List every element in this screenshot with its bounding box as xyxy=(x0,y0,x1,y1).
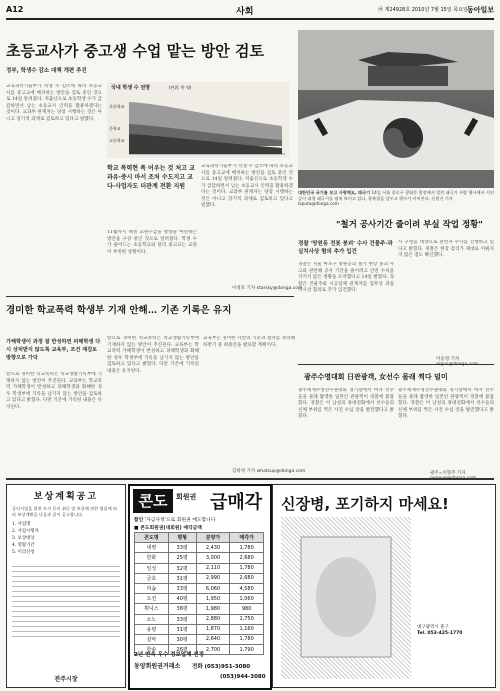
table-cell: 리솜 xyxy=(135,583,169,593)
ad-health xyxy=(272,484,496,688)
table-cell: 설악 xyxy=(135,634,169,644)
chart-label-high: 고등학교 xyxy=(109,138,125,143)
table-cell: 1,950 xyxy=(196,594,230,604)
table-cell: 한솔 xyxy=(135,645,169,655)
story1-body2: 11월까지 책정 교원수급을 방향을 마련하는 방안을 구상 중인 것으로 알려졌다. 학생 수가 줄어드는 초등학교와 달리 중고교는 교원이 부족한 상황이다. xyxy=(107,230,197,255)
story1-body: 교육과학기술부가 학생 수 감소에 따라 초등교사를 중고교에 배치하는 방안을 검토 중인 것으로 14일 알려졌다. 저출산으로 초등학생 수가 급감하면서 남는 초등교사 인력을 활용하겠다는 것이다. 교과부 관계자는 당장 시행하는 것은 아니고 장기적 과제로 검토하고 있다고 말했다. xyxy=(6,84,102,122)
table-cell: 2,880 xyxy=(196,614,230,624)
table-header-cell: 분양가 xyxy=(196,533,230,543)
table-cell: 31평 xyxy=(168,624,196,634)
table-body xyxy=(135,543,264,655)
story4-body2: 광주세계수영선수권대회 경기장에서 여자 선수들을 몰래 촬영한 일본인 관광객이 경찰에 붙잡혔다. 경찰은 이 남성의 휴대전화에서 선수들의 신체 부위를 찍은 사진 수십 장을 발견했다고 밝혔다. xyxy=(398,388,494,419)
table-cell: 금호 xyxy=(135,573,169,583)
table-row xyxy=(135,624,264,634)
chart-label-middle: 중학교 xyxy=(109,126,121,131)
story3-body2: 앞으로 경미한 학교폭력은 학교생활기록부에 기재하지 않는 방안이 추진된다. 교육부는 학교폭력 가해학생이 반성하고 피해학생과 화해한 경우 학생부에 기록을 남기지 않는 방안을 검토하고 있다고 밝혔다. 다만 기존에 기록된 내용은 유지된다. xyxy=(107,336,199,374)
ad-compensation-footer: 전주시장 xyxy=(54,676,78,683)
section-title: 사회 xyxy=(236,7,254,17)
photo-caption: 14일 서울 종로구 광화문 광장에서 열린 태극기 사랑 행사에서 시민들이 대형 태극기를 펼쳐 보이고 있다. 광복절을 앞두고 행사가 이어진다. xyxy=(298,190,494,201)
table-cell: 1,160 xyxy=(230,624,264,634)
table-header-row xyxy=(135,533,264,543)
table-cell: 3,000 xyxy=(196,553,230,563)
table-cell: 1,750 xyxy=(230,614,264,624)
table-cell: 2,680 xyxy=(230,553,264,563)
table-cell: 1,790 xyxy=(230,645,264,655)
story1-subhead: 정부, 학생수 감소 대책 개편 추진 xyxy=(6,68,87,74)
ad-health-tel: Tel. 053-425-1770 xyxy=(417,631,463,636)
ad-condo-tel2: (053)944-3080 xyxy=(220,674,266,680)
story2-body2: 시 구청을 대상으로 관련자 수사를 진행하고 있다고 밝혔다. 경찰은 현장 감리가 제대로 이뤄지지 않은 점도 확인했다. xyxy=(398,240,494,258)
story1-byline: 이성호 기자 starsky@donga.com xyxy=(232,286,303,291)
story3-body3: 교육부는 경미한 사안의 기준과 절차를 정리해 하반기 중 최종안을 발표할 계획이다. xyxy=(203,336,295,348)
ad-condo-company: 동양회원권거래소 xyxy=(134,663,181,670)
photo-crowd xyxy=(298,170,494,188)
ad-compensation-title: 보상계획공고 xyxy=(33,492,99,502)
table-cell: 소노 xyxy=(135,614,169,624)
divider-2 xyxy=(298,364,494,365)
ad-divider xyxy=(6,478,494,480)
ad-condo-table xyxy=(134,532,264,655)
table-cell: 한화 xyxy=(135,553,169,563)
table-cell: 4,580 xyxy=(230,583,264,593)
story3-body: 앞으로 경미한 학교폭력은 학교생활기록부에 기재하지 않는 방안이 추진된다. 교육부는 학교폭력 가해학생이 반성하고 피해학생과 화해한 경우 학생부에 기록을 남기지 않는 방안을 검토하고 있다고 밝혔다. 다만 기존에 기록된 내용은 유지된다. xyxy=(6,372,102,410)
table-header-cell: 평형 xyxy=(168,533,196,543)
ad-compensation xyxy=(6,484,126,688)
ad-compensation-body: 공익사업을 위한 토지 등의 취득 및 보상에 관한 법률에 따라 보상계획을 다음과 같이 공고합니다. xyxy=(12,506,118,517)
newspaper-brand: 동아일보 xyxy=(466,6,494,14)
table-row xyxy=(135,553,264,563)
ad-item: 2. 사업시행자 xyxy=(12,529,39,535)
date-line: ㉮ 제24928호 2010년 7월 15일 목요일 xyxy=(378,7,468,13)
page-number: A12 xyxy=(6,5,24,14)
ad-condo-big: 콘도 xyxy=(133,489,173,513)
ad-health-address: 대구광역시 중구 xyxy=(417,625,449,630)
story2-headline: "철거 공사기간 줄이려 부실 작업 정황" xyxy=(336,220,483,230)
photo-byline: 신원건 기자 laputa@donga.com xyxy=(298,195,453,206)
ad-health-kidney xyxy=(316,557,376,637)
ad-condo-label: 회원권 xyxy=(176,493,197,501)
table-cell: 6,060 xyxy=(196,583,230,593)
table-row xyxy=(135,634,264,644)
ad-condo-promo-text: '자금사정'으로 회원권 매도합니다 xyxy=(144,518,216,523)
table-row xyxy=(135,583,264,593)
table-row xyxy=(135,594,264,604)
table-row xyxy=(135,573,264,583)
table-cell: 1,780 xyxy=(230,634,264,644)
table-row xyxy=(135,543,264,553)
table-cell: 30평 xyxy=(168,634,196,644)
ad-health-contact xyxy=(417,625,489,637)
story4-byline: 광주=이형주 기자 xyxy=(430,471,466,476)
table-cell: 2,990 xyxy=(196,573,230,583)
ad-condo-table-wrap xyxy=(134,532,264,655)
table-cell: 휘닉스 xyxy=(135,604,169,614)
table-cell: 980 xyxy=(230,604,264,614)
ad-health-image xyxy=(281,517,411,679)
table-cell: 40평 xyxy=(168,594,196,604)
page-header xyxy=(6,4,494,20)
table-cell: 1,060 xyxy=(230,594,264,604)
table-cell: 1,870 xyxy=(196,624,230,634)
story3-byline: 김하경 기자 whatsup@donga.com xyxy=(232,469,306,474)
table-row xyxy=(135,563,264,573)
ad-health-headline: 신장병, 포기하지 마세요! xyxy=(281,495,449,513)
table-cell: 1,980 xyxy=(196,604,230,614)
table-cell: 2,640 xyxy=(196,634,230,644)
chart-label-elementary: 초등학교 xyxy=(109,104,125,109)
photo-caption-title: 대한민국 국기를 보고 사랑해요, 태극기 xyxy=(298,190,371,195)
ad-condo-footer: 2년 연속 우수 정보업체 선정 xyxy=(134,652,204,658)
table-cell: 오션 xyxy=(135,594,169,604)
table-cell: 2,680 xyxy=(230,573,264,583)
story4-body: 광주세계수영선수권대회 경기장에서 여자 선수들을 몰래 촬영한 일본인 관광객이 경찰에 붙잡혔다. 경찰은 이 남성의 휴대전화에서 선수들의 신체 부위를 찍은 사진 수십 장을 발견했다고 밝혔다. xyxy=(298,388,394,419)
story1-quote: 학교 폭력현 폭 어우는 것 처고 교과유·중시 마서 조처 수도지고 교다·사업자도 더관계 전환 지원 xyxy=(107,165,195,190)
table-cell: 38평 xyxy=(168,604,196,614)
student-chart xyxy=(107,82,289,158)
ad-item: 4. 열람기간 xyxy=(12,543,35,549)
table-cell: 일성 xyxy=(135,563,169,573)
ad-condo-promo-line xyxy=(134,516,266,523)
ad-condo-table-title: ■ 콘도회원권(대회원) 매각금액 xyxy=(134,526,202,531)
table-cell: 대명 xyxy=(135,543,169,553)
table-cell: 1,780 xyxy=(230,543,264,553)
table-cell: 용평 xyxy=(135,624,169,634)
table-header-cell: 콘도명 xyxy=(135,533,169,543)
story1-headline: 초등교사가 중고생 수업 맡는 방안 검토 xyxy=(6,42,264,60)
story2-subhead: 경찰 '망원동 전봇 붕괴' 수사 건물주·과실치사상 혐의 추가 입건 xyxy=(298,241,393,255)
chart-title: 국내 학생 수 전망 xyxy=(111,85,151,91)
table-cell: 2,430 xyxy=(196,543,230,553)
ad-condo-promo: 할인 xyxy=(134,518,144,523)
flag-photo xyxy=(298,30,494,188)
table-row xyxy=(135,604,264,614)
table-cell: 31평 xyxy=(168,573,196,583)
table-row xyxy=(135,614,264,624)
ad-condo-headline: 급매각 xyxy=(210,492,263,513)
table-cell: 33평 xyxy=(168,543,196,553)
table-cell: 1,780 xyxy=(230,563,264,573)
ad-health-svg xyxy=(281,517,411,679)
story2-byline: 이동영 기자 xyxy=(436,357,460,362)
ad-compensation-filler xyxy=(12,562,120,638)
story3-subhead: 가해학생이 과정 잘 반성하면 피해학생 다시 상처받지 않도록 교육부, 조건 재검토 방향으로 가닥 xyxy=(6,339,101,361)
chart-unit: (단위: 만 명) xyxy=(169,85,192,90)
table-header-cell: 매각가 xyxy=(230,533,264,543)
table-cell: 33평 xyxy=(168,614,196,624)
ad-item: 3. 보상대상 xyxy=(12,536,35,542)
ad-item: 5. 이의신청 xyxy=(12,550,35,556)
story4-headline: 광주수영대회 日관광객, 女선수 몰래 찍다 덜미 xyxy=(304,372,448,381)
story1-body3: 교육과학기술부가 학생 수 감소에 따라 초등교사를 중고교에 배치하는 방안을 검토 중인 것으로 14일 알려졌다. 저출산으로 초등학생 수가 급감하면서 남는 초등교사 인력을 활용하겠다는 것이다. 교과부 관계자는 당장 시행하는 것은 아니고 장기적 과제로 검토하고 있다고 말했다. xyxy=(201,164,293,208)
table-cell: 32평 xyxy=(168,563,196,573)
story2-body: 경찰은 서울 마포구 망원동의 철거 현장 붕괴 사고와 관련해 공사 기간을 줄이려고 안전 수칙을 지키지 않은 정황을 포착했다고 14일 밝혔다. 경찰은 건물주와 시공업체 관계자를 업무상 과실치사상 혐의로 추가 입건했다. xyxy=(298,262,394,293)
table-cell: 33평 xyxy=(168,583,196,593)
flag-photo-svg xyxy=(298,30,494,188)
photo-caption-block xyxy=(298,190,494,208)
student-chart-svg xyxy=(107,82,289,158)
story3-headline: 경미한 학교폭력 학생부 기재 안해… 기존 기록은 유지 xyxy=(6,305,232,316)
photo-building xyxy=(368,66,448,86)
table-cell: 26평 xyxy=(168,645,196,655)
table-cell: 2,700 xyxy=(196,645,230,655)
ad-condo-tel1: 전화 (053)951-3080 xyxy=(192,664,251,670)
ad-compensation-items xyxy=(12,521,120,556)
table-cell: 2,110 xyxy=(196,563,230,573)
ad-item: 1. 사업명 xyxy=(12,522,31,528)
table-cell: 25평 xyxy=(168,553,196,563)
divider-1 xyxy=(6,296,294,297)
ad-condo xyxy=(128,484,272,690)
